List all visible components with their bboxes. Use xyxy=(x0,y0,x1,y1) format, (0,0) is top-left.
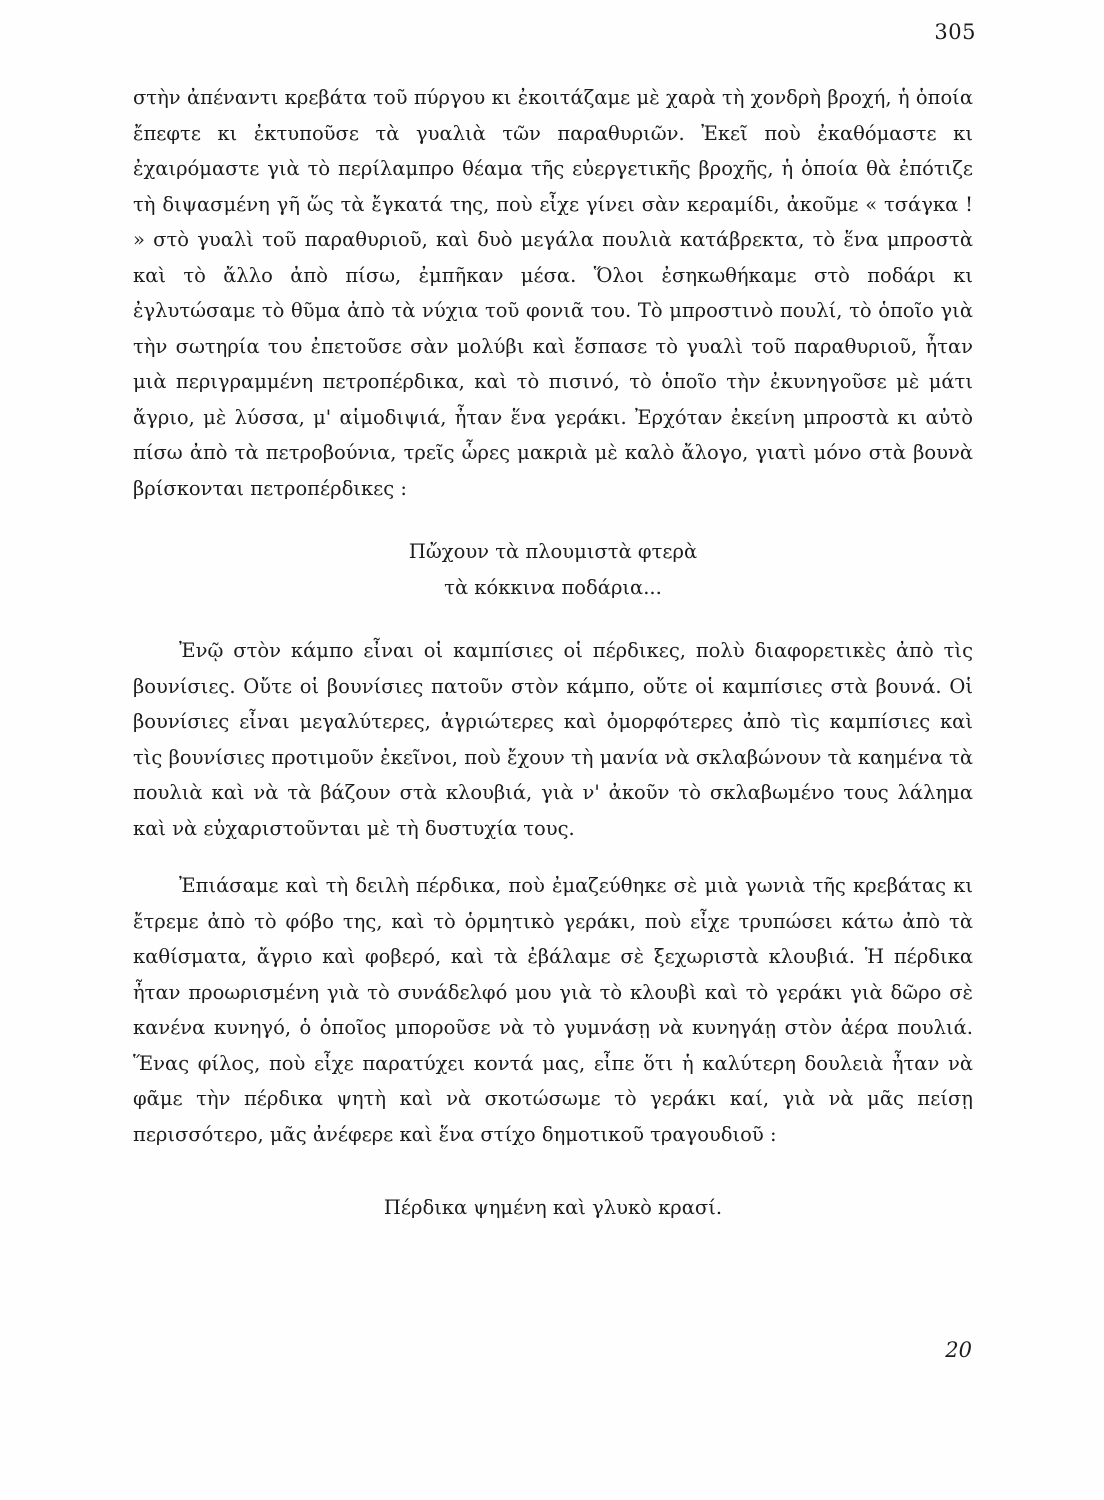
paragraph-1: στὴν ἀπέναντι κρεβάτα τοῦ πύργου κι ἐκοιτάζαμε μὲ χαρὰ τὴ χονδρὴ βροχή, ἡ ὁποία ἔπεφτε κι ἐκτυποῦσε τὰ γυαλιὰ τῶν παραθυριῶν. Ἐκεῖ ποὺ ἐκαθόμαστε κι ἐχαιρόμαστε γιὰ τὸ περίλαμπρο θέαμα τῆς εὐεργετικῆς βροχῆς, ἡ ὁποία θὰ ἐπότιζε τὴ διψασμένη γῆ ὥς τὰ ἔγκατά της, ποὺ εἶχε γίνει σὰν κεραμίδι, ἀκοῦμε « τσάγκα ! » στὸ γυαλὶ τοῦ παραθυριοῦ, καὶ δυὸ μεγάλα πουλιὰ κατάβρεκτα, τὸ ἕνα μπροστὰ καὶ τὸ ἄλλο ἀπὸ πίσω, ἐμπῆκαν μέσα. Ὅλοι ἐσηκωθήκαμε στὸ ποδάρι κι ἐγλυτώσαμε τὸ θῦμα ἀπὸ τὰ νύχια τοῦ φονιᾶ του. Τὸ μπροστινὸ πουλί, τὸ ὁποῖο γιὰ τὴν σωτηρία του ἐπετοῦσε σὰν μολύβι καὶ ἔσπασε τὸ γυαλὶ τοῦ παραθυριοῦ, ἦταν μιὰ περιγραμμένη πετροπέρδικα, καὶ τὸ πισινό, τὸ ὁποῖο τὴν ἐκυνηγοῦσε μὲ μάτι ἄγριο, μὲ λύσσα, μ' αἱμοδιψιά, ἦταν ἕνα γεράκι. Ἐρχόταν ἐκείνη μπροστὰ κι αὐτὸ πίσω ἀπὸ τὰ πετροβούνια, τρεῖς ὧρες μακριὰ μὲ καλὸ ἄλογο, γιατὶ μόνο στὰ βουνὰ βρίσκονται πετροπέρδικες : xyxy=(133,86,973,500)
paragraph-3: Ἐπιάσαμε καὶ τὴ δειλὴ πέρδικα, ποὺ ἐμαζεύθηκε σὲ μιὰ γωνιὰ τῆς κρεβάτας κι ἔτρεμε ἀπὸ τὸ φόβο της, καὶ τὸ ὁρμητικὸ γεράκι, ποὺ εἶχε τρυπώσει κάτω ἀπὸ τὰ καθίσματα, ἄγριο καὶ φοβερό, καὶ τὰ ἐβάλαμε σὲ ξεχωριστὰ κλουβιά. Ἡ πέρδικα ἦταν προωρισμένη γιὰ τὸ συνάδελφό μου γιὰ τὸ κλουβὶ καὶ τὸ γεράκι γιὰ δῶρο σὲ κανένα κυνηγό, ὁ ὁποῖος μποροῦσε νὰ τὸ γυμνάσῃ νὰ κυνηγάῃ στὸν ἀέρα πουλιά. Ἕνας φίλος, ποὺ εἶχε παρατύχει κοντά μας, εἶπε ὅτι ἡ καλύτερη δουλειὰ ἦταν νὰ φᾶμε τὴν πέρδικα ψητὴ καὶ νὰ σκοτώσωμε τὸ γεράκι καί, γιὰ νὰ μᾶς πείσῃ περισσότερο, μᾶς ἀνέφερε καὶ ἕνα στίχο δημοτικοῦ τραγουδιοῦ : xyxy=(133,874,973,1146)
verse-line-3: Πέρδικα ψημένη καὶ γλυκὸ κρασί. xyxy=(383,1196,723,1219)
paragraph-2: Ἐνῷ στὸν κάμπο εἶναι οἱ καμπίσιες οἱ πέρδικες, πολὺ διαφορετικὲς ἀπὸ τὶς βουνίσιες. Οὔτε οἱ βουνίσιες πατοῦν στὸν κάμπο, οὔτε οἱ καμπίσιες στὰ βουνά. Οἱ βουνίσιες εἶναι μεγαλύτερες, ἀγριώτερες καὶ ὀμορφότερες ἀπὸ τὶς καμπίσιες καὶ τὶς βουνίσιες προτιμοῦν ἐκεῖνοι, ποὺ ἔχουν τὴ μανία νὰ σκλαβώνουν τὰ καημένα τὰ πουλιὰ καὶ νὰ τὰ βάζουν στὰ κλουβιά, γιὰ ν' ἀκοῦν τὸ σκλαβωμένο τους λάλημα καὶ νὰ εὐχαριστοῦνται μὲ τὴ δυστυχία τους. xyxy=(133,639,973,840)
page-number: 305 xyxy=(934,20,976,44)
signature-mark: 20 xyxy=(945,1338,972,1362)
verse-line-1: Πὤχουν τὰ πλουμιστὰ φτερὰ xyxy=(408,540,698,563)
body-text xyxy=(133,80,973,1226)
verse-line-2: τὰ κόκκινα ποδάρια... xyxy=(444,575,662,599)
